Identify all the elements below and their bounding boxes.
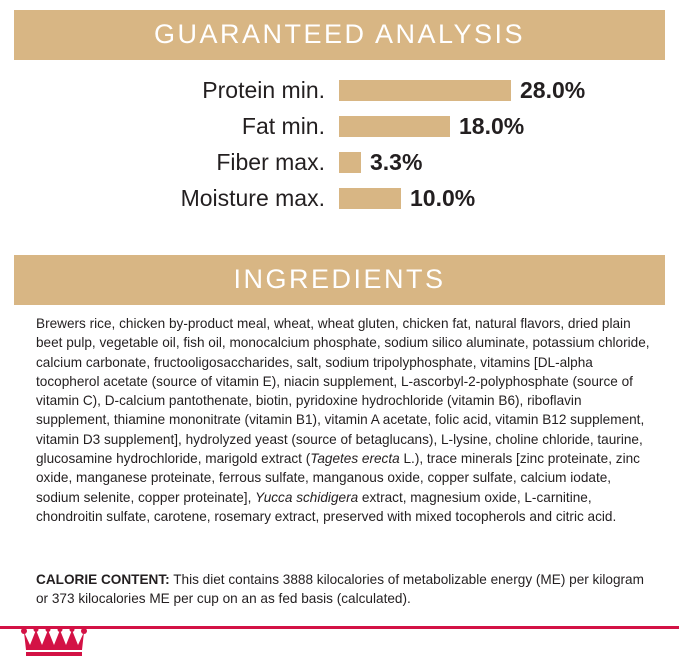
calorie-content-block [36,570,650,609]
nutrient-value: 28.0% [520,76,586,103]
table-row [14,144,665,180]
nutrient-bar-group [339,113,524,140]
nutrient-label: Moisture max. [180,184,325,211]
nutrient-label: Fiber max. [216,148,325,175]
calorie-content-text: This diet contains 3888 kilocalories of metabolizable energy (ME) per kilogram or 373 kilocalories ME per cup on an as fed basis (calculated). [36,572,644,607]
ingredients-text [36,314,650,526]
table-row [14,72,665,108]
guaranteed-analysis-table [14,72,665,216]
calorie-content-label: CALORIE CONTENT: [36,572,170,587]
ingredients-text-part-3: extract, magnesium oxide, L-carnitine, chondroitin sulfate, carotene, rosemary extract, preserved with mixed tocopherols and citric acid. [36,489,617,524]
table-row [14,180,665,216]
nutrient-label: Fat min. [241,112,325,139]
nutrient-bar-group [339,149,422,176]
nutrient-value: 3.3% [370,148,423,175]
ingredients-text-part-2: L.), trace minerals [zinc proteinate, zinc oxide, manganese proteinate, ferrous sulfate, manganous oxide, copper sulfate, calcium iodate, sodium selenite, copper proteinate], [36,451,640,505]
nutrient-label: Protein min. [202,76,325,103]
royal-canin-crown-icon [18,628,90,658]
ingredients-italic-yucca: Yucca schidigera [255,489,359,505]
nutrient-bar [339,116,450,137]
nutrient-value: 18.0% [459,112,525,139]
table-row [14,108,665,144]
nutrient-bar-group [339,185,475,212]
nutrient-bar [339,188,401,209]
ingredients-header: INGREDIENTS [14,255,665,305]
guaranteed-analysis-header: GUARANTEED ANALYSIS [14,10,665,60]
nutrient-bar-group [339,77,585,104]
nutrient-value: 10.0% [410,184,476,211]
nutrient-bar [339,152,361,173]
ingredients-italic-tagetes: Tagetes erecta [310,451,400,467]
footer-divider [0,626,679,660]
nutrient-bar [339,80,511,101]
ingredients-text-part-1: Brewers rice, chicken by-product meal, wheat, wheat gluten, chicken fat, natural flavors, dried plain beet pulp, vegetable oil, fish oil, monocalcium phosphate, sodium silico aluminate, potassium chloride, calcium carbonate, fructooligosaccharides, salt, sodium tripolyphosphate, vitamins [DL-alpha tocopherol acetate (source of vitamin E), niacin supplement, L-ascorbyl-2-polyphosphate (source of vitamin C), D-calcium pantothenate, biotin, pyridoxine hydrochloride (vitamin B6), riboflavin supplement, thiamine mononitrate (vitamin B1), vitamin A acetate, folic acid, vitamin B12 supplement, vitamin D3 supplement], hydrolyzed yeast (source of betaglucans), L-lysine, choline chloride, taurine, glucosamine hydrochloride, marigold extract ( [36,316,650,467]
